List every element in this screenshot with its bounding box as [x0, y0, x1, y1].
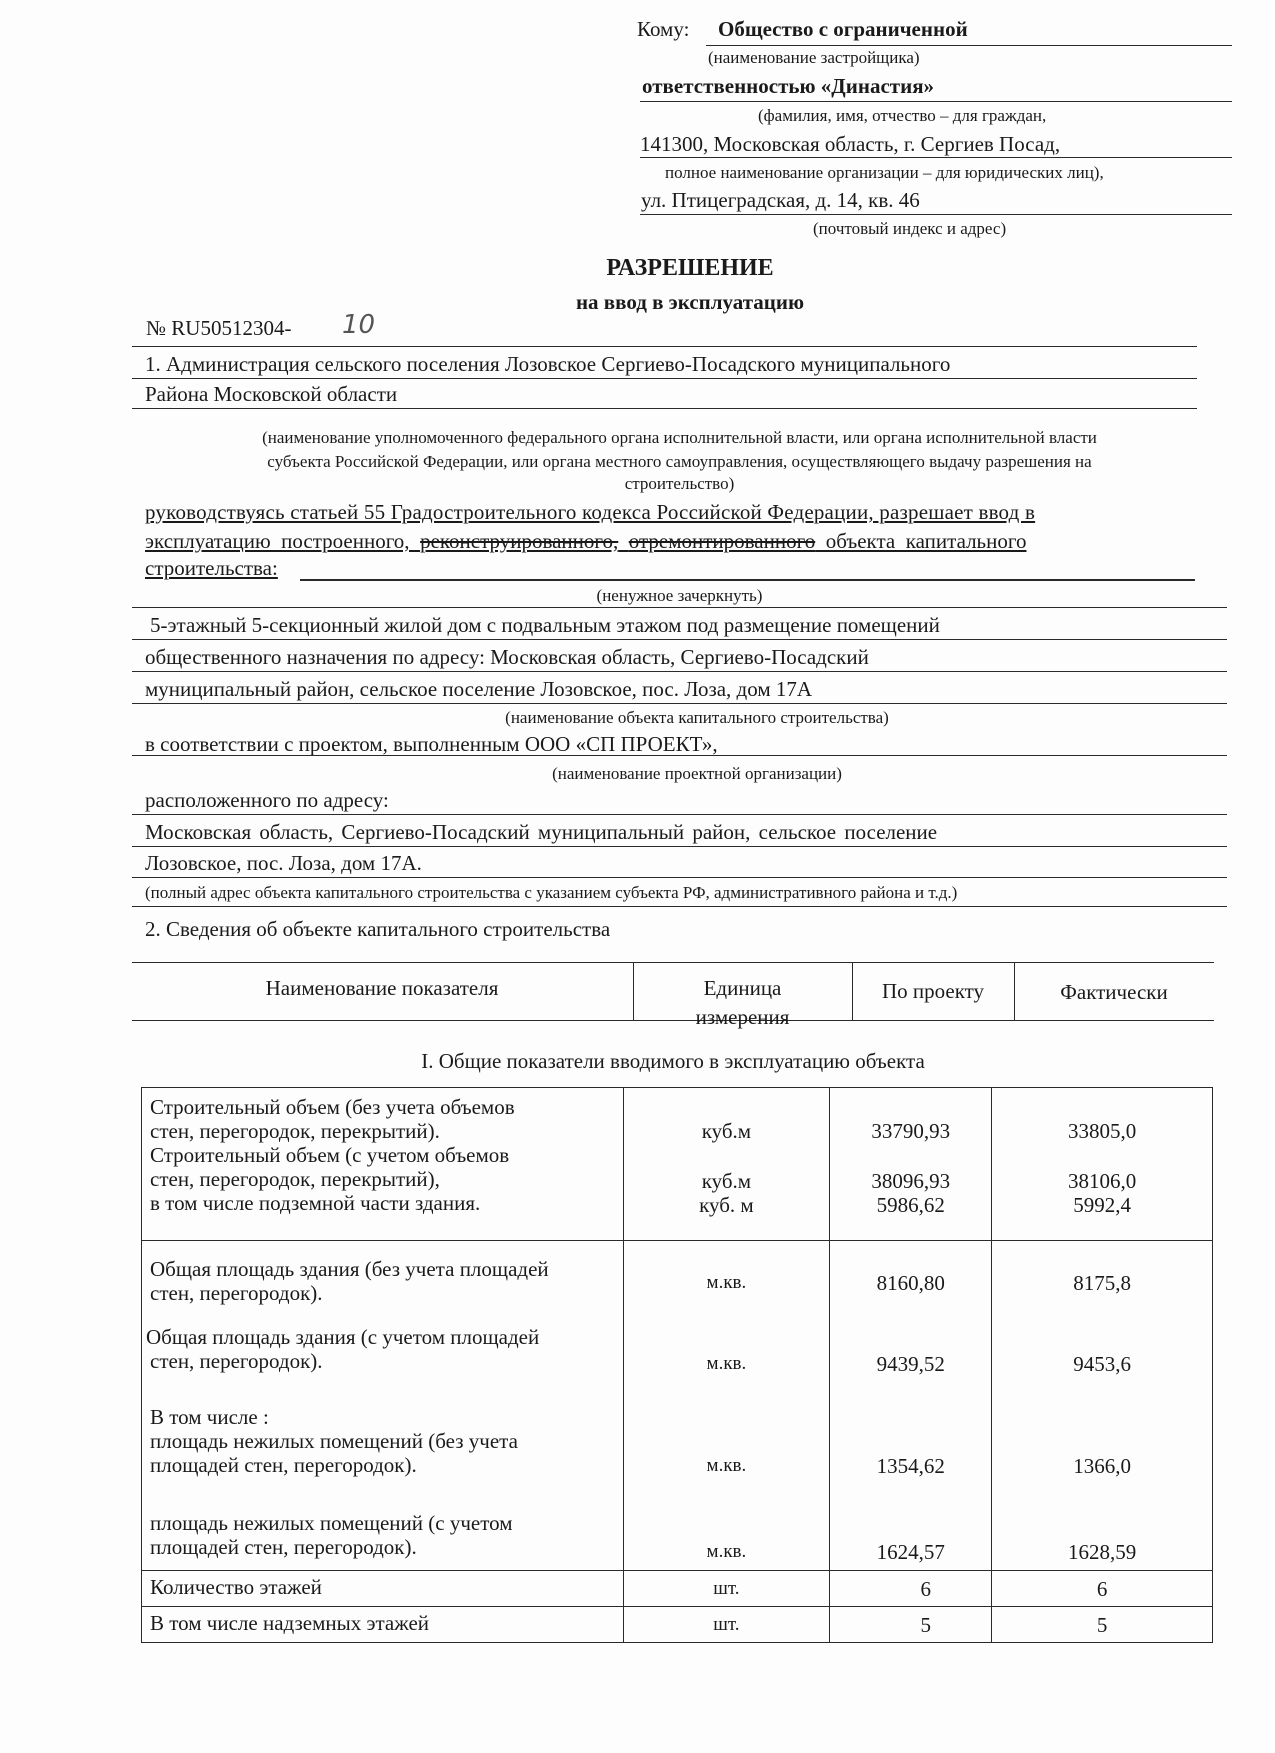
unit-cell: куб.м	[701, 1119, 752, 1143]
authority-hint-2: субъекта Российской Федерации, или органа местного самоуправления, осуществляющего выдачу разрешения на	[267, 452, 1092, 471]
actual-value: 1366,0	[1073, 1454, 1131, 1478]
divider	[132, 703, 1227, 704]
volume-name-1: Строительный объем (без учета объемов	[150, 1095, 515, 1119]
authority-line1: 1. Администрация сельского поселения Лозовское Сергиево-Посадского муниципального	[145, 352, 951, 376]
actual-value: 5992,4	[1073, 1193, 1131, 1217]
actual-value: 8175,8	[1073, 1271, 1131, 1295]
divider	[132, 846, 1227, 847]
title-sub: на ввод в эксплуатацию	[575, 290, 805, 314]
indicators-table	[141, 1087, 1213, 1643]
basis-repaired-struck: отремонтированного	[628, 529, 816, 553]
divider	[132, 906, 1227, 907]
authority-hint-1: (наименование уполномоченного федерального органа исполнительной власти, или органа исполнительной власти	[262, 428, 1097, 447]
planned-value: 38096,93	[871, 1169, 951, 1193]
floors-unit: шт.	[623, 1571, 830, 1607]
above-ground-floors-planned: 5	[830, 1607, 992, 1643]
divider	[300, 579, 1195, 581]
floors-name: Количество этажей	[142, 1571, 624, 1607]
unit-cell: м.кв.	[706, 1272, 747, 1293]
volume-actual-cell	[992, 1088, 1213, 1241]
header-name: Наименование показателя	[265, 976, 499, 1000]
area-name: площадей стен, перегородок).	[150, 1535, 417, 1559]
header-planned: По проекту	[881, 979, 985, 1003]
floors-planned: 6	[830, 1571, 992, 1607]
divider	[706, 45, 1232, 46]
actual-value: 33805,0	[1067, 1119, 1137, 1143]
object-hint: (наименование объекта капитального строительства)	[505, 708, 889, 727]
addressee-name-line1: Общество с ограниченной	[718, 17, 968, 41]
above-ground-floors-unit: шт.	[623, 1607, 830, 1643]
divider	[132, 755, 1227, 756]
area-units-cell	[623, 1241, 830, 1571]
area-name: Общая площадь здания (без учета площадей	[150, 1257, 549, 1281]
actual-value: 1628,59	[1067, 1540, 1137, 1564]
addressee-address-line2: ул. Птицеградская, д. 14, кв. 46	[641, 188, 920, 212]
table-row	[142, 1088, 1213, 1241]
volume-planned-cell	[830, 1088, 992, 1241]
unit-cell: куб.м	[701, 1169, 752, 1193]
divider	[132, 639, 1227, 640]
project-line: в соответствии с проектом, выполненным ООО «СП ПРОЕКТ»,	[145, 732, 718, 756]
header-actual: Фактически	[1060, 980, 1168, 1004]
divider	[132, 814, 1227, 815]
basis-object: объекта капитального	[815, 529, 1027, 553]
authority-hint-3: строительство)	[624, 474, 735, 493]
location-line2: Лозовское, пос. Лоза, дом 17А.	[145, 851, 422, 875]
basis-built: эксплуатацию построенного,	[145, 529, 421, 553]
divider	[640, 157, 1232, 158]
strike-hint: (ненужное зачеркнуть)	[596, 586, 763, 605]
area-planned-cell	[830, 1241, 992, 1571]
object-line1: 5-этажный 5-секционный жилой дом с подвальным этажом под размещение помещений	[150, 613, 940, 637]
addressee-label: Кому:	[637, 17, 690, 41]
planned-value: 1354,62	[876, 1454, 945, 1478]
basis-reconstructed-struck: реконструированного,	[420, 529, 619, 553]
table-row	[142, 1571, 1213, 1607]
area-name: Общая площадь здания (с учетом площадей	[146, 1325, 540, 1349]
area-name: площадей стен, перегородок).	[150, 1453, 417, 1477]
header-unit-line2: измерения	[695, 1005, 790, 1029]
divider	[132, 408, 1197, 409]
area-name: стен, перегородок).	[150, 1281, 323, 1305]
area-name: площадь нежилых помещений (с учетом	[150, 1511, 513, 1535]
actual-value: 38106,0	[1067, 1169, 1137, 1193]
unit-cell: м.кв.	[706, 1541, 747, 1562]
volume-names-cell	[142, 1088, 624, 1241]
divider	[640, 214, 1232, 215]
basis-line3: строительства:	[145, 556, 278, 580]
area-names-cell	[142, 1241, 624, 1571]
title-main: РАЗРЕШЕНИЕ	[606, 255, 774, 281]
area-name: площадь нежилых помещений (без учета	[150, 1429, 518, 1453]
divider	[132, 671, 1227, 672]
addressee-name-line2: ответственностью «Династия»	[642, 74, 935, 98]
addressee-org-hint: полное наименование организации – для юридических лиц),	[665, 163, 1104, 182]
planned-value: 9439,52	[876, 1352, 945, 1376]
object-line2: общественного назначения по адресу: Московская область, Сергиево-Посадский	[145, 645, 869, 669]
divider	[132, 378, 1197, 379]
table-header-top-border	[132, 962, 1214, 963]
above-ground-floors-actual: 5	[992, 1607, 1213, 1643]
planned-value: 33790,93	[871, 1119, 951, 1143]
addressee-name-hint: (наименование застройщика)	[708, 48, 920, 67]
area-actual-cell	[992, 1241, 1213, 1571]
subsection-title: I. Общие показатели вводимого в эксплуатацию объекта	[421, 1049, 925, 1073]
divider	[640, 101, 1232, 102]
above-ground-floors-name: В том числе надземных этажей	[142, 1607, 624, 1643]
permit-number-handwritten: 10	[342, 310, 376, 340]
volume-name-3: Строительный объем (с учетом объемов	[150, 1143, 510, 1167]
addressee-person-hint: (фамилия, имя, отчество – для граждан,	[758, 106, 1047, 125]
permit-number: № RU50512304-	[146, 316, 292, 340]
basis-line2	[145, 529, 1026, 553]
addressee-postal-hint: (почтовый индекс и адрес)	[813, 219, 1007, 238]
volume-units-cell	[623, 1088, 830, 1241]
location-label: расположенного по адресу:	[145, 788, 389, 812]
planned-value: 1624,57	[876, 1540, 945, 1564]
area-name: В том числе :	[150, 1405, 269, 1429]
basis-line1: руководствуясь статьей 55 Градостроительного кодекса Российской Федерации, разрешает ввод в	[145, 500, 1036, 524]
volume-name-4: стен, перегородок, перекрытий),	[150, 1167, 440, 1191]
addressee-address-line1: 141300, Московская область, г. Сергиев Посад,	[640, 132, 1061, 156]
authority-line2: Района Московской области	[145, 382, 398, 406]
volume-name-2: стен, перегородок, перекрытий).	[150, 1119, 440, 1143]
volume-name-5: в том числе подземной части здания.	[150, 1191, 481, 1215]
actual-value: 9453,6	[1073, 1352, 1131, 1376]
planned-value: 5986,62	[876, 1193, 945, 1217]
section2-title: 2. Сведения об объекте капитального строительства	[145, 917, 611, 941]
area-name: стен, перегородок).	[150, 1349, 323, 1373]
project-hint: (наименование проектной организации)	[552, 764, 842, 783]
divider	[132, 877, 1227, 878]
location-hint: (полный адрес объекта капитального строительства с указанием субъекта РФ, административного района и т.д.)	[145, 883, 958, 902]
object-line3: муниципальный район, сельское поселение Лозовское, пос. Лоза, дом 17А	[145, 677, 813, 701]
divider	[132, 607, 1227, 608]
unit-cell: м.кв.	[706, 1353, 747, 1374]
divider	[132, 346, 1197, 347]
unit-cell: м.кв.	[706, 1455, 747, 1476]
header-unit-line1: Единица	[703, 976, 782, 1000]
floors-actual: 6	[992, 1571, 1213, 1607]
basis-gap	[618, 529, 629, 553]
unit-cell: куб. м	[699, 1193, 754, 1217]
table-row	[142, 1241, 1213, 1571]
table-row	[142, 1607, 1213, 1643]
location-line1: Московская область, Сергиево-Посадский муниципальный район, сельское поселение	[145, 820, 938, 844]
planned-value: 8160,80	[876, 1271, 945, 1295]
